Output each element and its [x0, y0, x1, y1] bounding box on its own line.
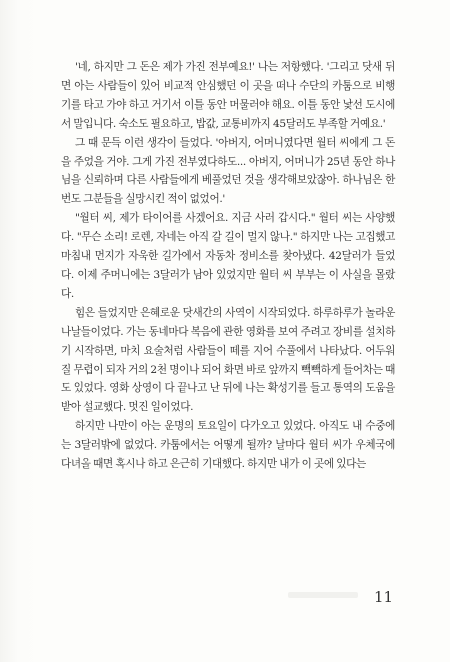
- paragraph-5: 하지만 나만이 아는 운명의 토요일이 다가오고 있었다. 아직도 내 수중에는 3달러밖에 없었다. 카툼에서는 어떻게 될까? 날마다 월터 씨가 우체국에 다녀올 때면 혹시나 하고 은근히 기대했다. 하지만 내가 이 곳에 있다는: [61, 420, 395, 471]
- paragraph-3: "월터 씨, 제가 타이어를 사겠어요. 지금 사러 갑시다." 월터 씨는 사양했다. "무슨 소리! 로렌, 자네는 아직 갈 길이 멀지 않나." 하지만 나는 고집했고 마침내 먼지가 자욱한 길가에서 자동차 정비소를 찾아냈다. 42달러가 들었다. 이제 주머니에는 3달러가 남아 있었지만 월터 씨 부부는 이 사실을 몰랐다.: [61, 212, 395, 300]
- paragraph-4: 힘은 들었지만 은혜로운 닷새간의 사역이 시작되었다. 하루하루가 놀라운 나날들이었다. 가는 동네마다 복음에 관한 영화를 보여 주려고 장비를 설치하기 시작하면, 마치 요술처럼 사람들이 떼를 지어 수풀에서 나타났다. 어두워질 무렵이 되자 거의 2천 명이나 되어 화면 바로 앞까지 빽빽하게 들어차는 때도 있었다. 영화 상영이 다 끝나고 난 뒤에 나는 확성기를 들고 통역의 도움을 받아 설교했다. 멋진 일이었다.: [61, 306, 395, 414]
- bleed-through-mark: [288, 592, 358, 598]
- paragraph-2: 그 때 문득 이런 생각이 들었다. '아버지, 어머니였다면 월터 씨에게 그 돈을 주었을 거야. 그게 가진 전부였다하도... 아버지, 어머니가 25년 동안 하나님을 신뢰하며 다른 사람들에게 베풀었던 것을 생각해보았잖아. 하나님은 한 번도 그분들을 실망시킨 적이 없었어.': [61, 136, 395, 206]
- page-number: 11: [374, 588, 394, 606]
- body-text: [61, 58, 395, 474]
- paragraph-1: '네, 하지만 그 돈은 제가 가진 전부예요!' 나는 저항했다. '그리고 닷새 뒤면 아는 사람들이 있어 비교적 안심했던 이 곳을 떠나 수단의 카툼으로 비행기를 타고 가야 하고 거기서 이틀 동안 머물러야 해요. 이틀 동안 낯선 도시에서 말입니다. 숙소도 필요하고, 밥값, 교통비까지 45달러도 부족할 거예요.': [61, 61, 395, 130]
